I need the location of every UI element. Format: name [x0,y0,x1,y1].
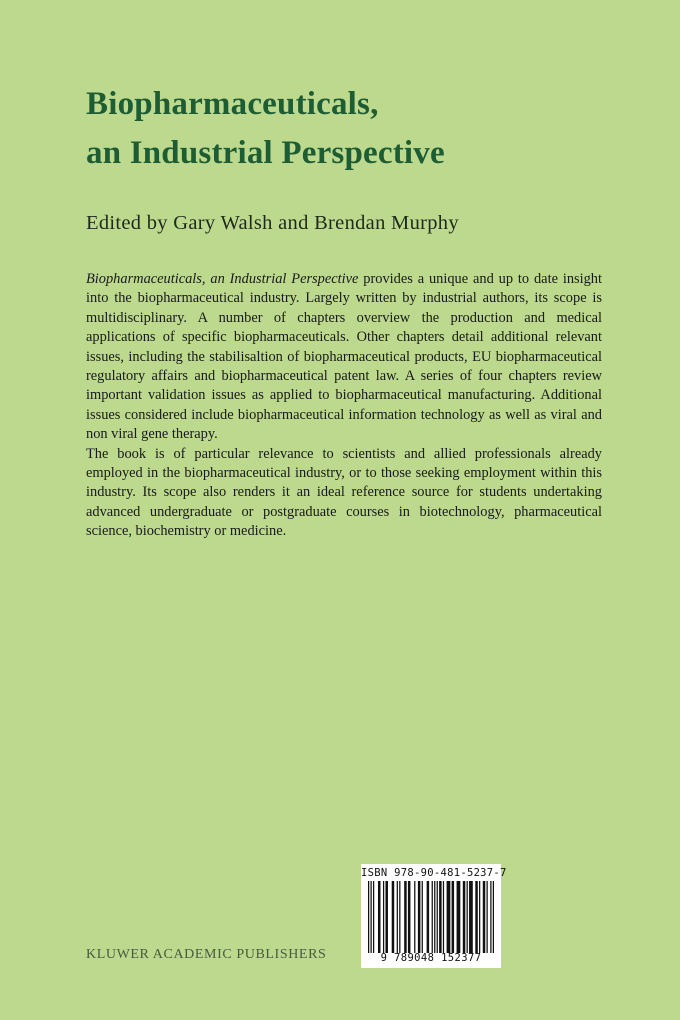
barcode-bar [443,881,444,953]
barcode-bar [385,881,388,953]
isbn-label: ISBN 978-90-481-5237-7 [361,867,507,879]
barcode-bar [483,881,486,953]
barcode-bar [490,881,491,953]
barcode-bar [371,881,372,953]
barcode-bar [383,881,384,953]
barcode-bar [487,881,488,953]
barcode-bar [432,881,433,953]
barcode-bar [378,881,381,953]
barcode-bar [467,881,468,953]
barcode-bar [397,881,398,953]
book-description [86,270,602,542]
barcode-bar [479,881,480,953]
barcode-digits: 9 789048 152377 [380,952,482,964]
barcode-bar [404,881,407,953]
barcode-bar [434,881,435,953]
barcode-bar [463,881,466,953]
editors-line: Edited by Gary Walsh and Brendan Murphy [86,212,459,234]
barcode-bar [457,881,461,953]
barcode-bar [414,881,415,953]
barcode-bar [392,881,395,953]
title-line-2: an Industrial Perspective [86,135,445,171]
barcode-bar [447,881,451,953]
barcode-bar [408,881,411,953]
description-paragraph-1 [86,270,602,445]
barcode-bar [437,881,438,953]
barcode-bar [422,881,423,953]
book-title [86,80,606,178]
barcode-bar [373,881,374,953]
barcode-bar [427,881,430,953]
description-paragraph-1-text: provides a unique and up to date insight into the biopharmaceutical industry. Largely written by industrial authors, its scope is multidisciplinary. A number of chapters overview the production and medical applications of specific biopharmaceuticals. Other chapters detail additional relevant issues, including the stabilisaltion of biopharmaceutical products, EU biopharmaceutical regulatory affairs and biopharmaceutical patent law. A series of four chapters review important validation issues as applied to biopharmaceutical manufacturing. Additional issues considered include biopharmaceutical information technology as well as viral and non viral gene therapy. [86,271,603,443]
barcode-bar [452,881,455,953]
barcode-bar [469,881,473,953]
publisher-name: KLUWER ACADEMIC PUBLISHERS [86,947,327,962]
title-line-1: Biopharmaceuticals, [86,86,379,122]
barcode-bar [439,881,442,953]
description-title-italic: Biopharmaceuticals, an Industrial Perspective [86,271,359,287]
barcode-bar [493,881,494,953]
description-paragraph-2: The book is of particular relevance to scientists and allied professionals already employed in the biopharmaceutical industry, or to those seeking employment within this industry. Its scope also renders it an ideal reference source for students undertaking advanced undergraduate or postgraduate courses in biotechnology, pharmaceutical science, biochemistry or medicine. [86,445,602,540]
barcode-bar [418,881,421,953]
barcode-bar [399,881,400,953]
barcode-bars [368,881,494,953]
barcode-bar [368,881,369,953]
isbn-barcode [361,864,507,968]
barcode-bar [475,881,478,953]
